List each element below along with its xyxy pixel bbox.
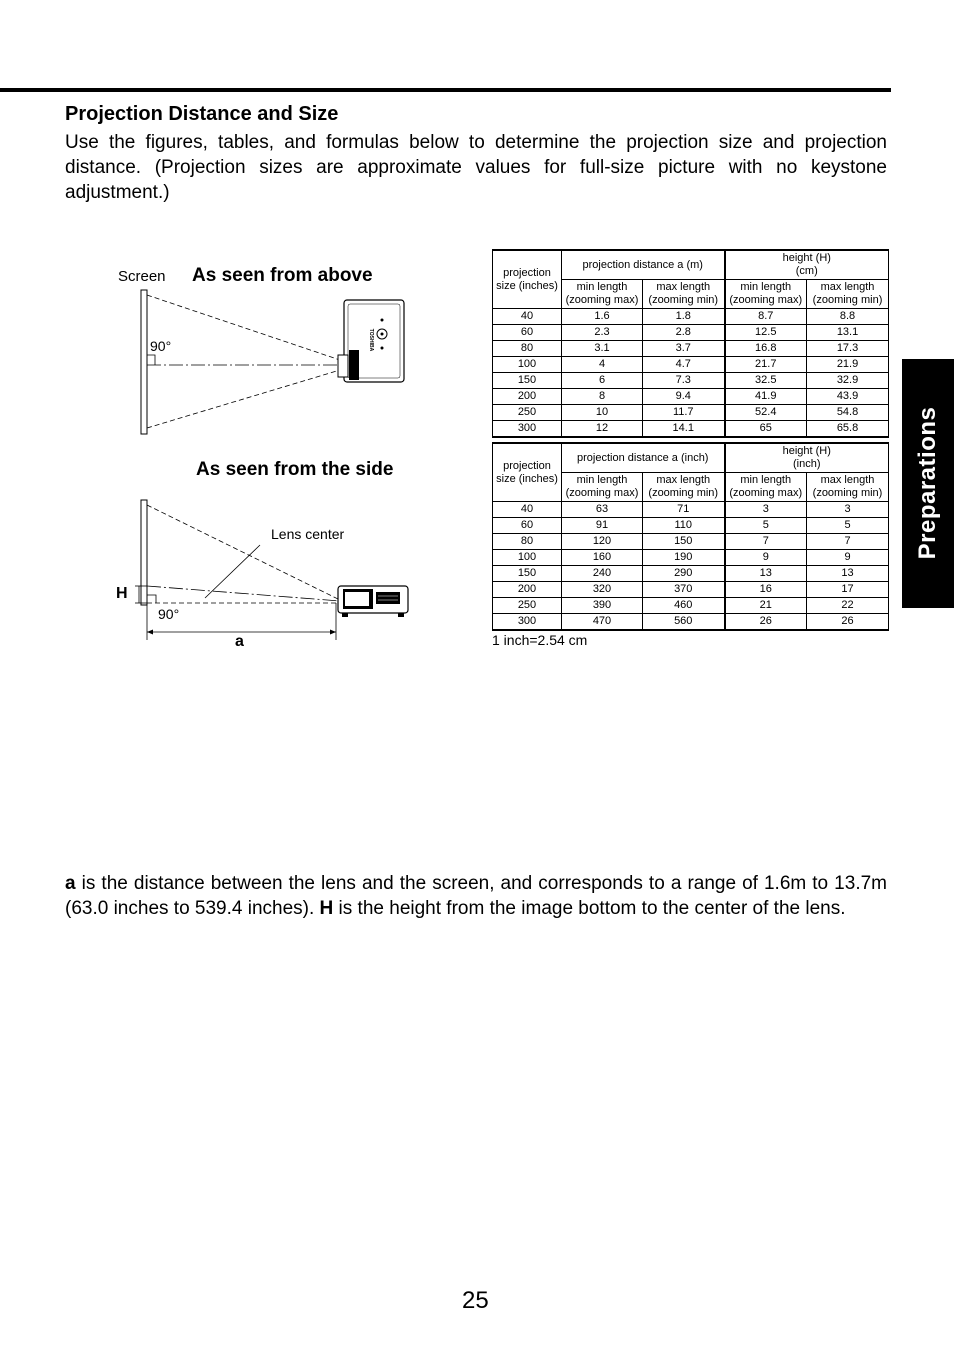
table-cell: 2.8 — [643, 325, 725, 341]
table-cell: 200 — [493, 389, 562, 405]
table-cell: 250 — [493, 598, 562, 614]
term-h: H — [319, 898, 334, 919]
projection-table-metric — [492, 249, 889, 438]
table-row — [493, 373, 889, 389]
table-cell: 63 — [562, 502, 643, 518]
table-row — [493, 325, 889, 341]
top-view-title: As seen from above — [192, 265, 373, 286]
table-cell: 22 — [807, 598, 889, 614]
table-cell: 16.8 — [725, 341, 807, 357]
subheader: min length (zooming max) — [725, 473, 807, 502]
table-cell: 300 — [493, 614, 562, 631]
table-cell: 6 — [562, 373, 643, 389]
table-cell: 9.4 — [643, 389, 725, 405]
table-cell: 16 — [725, 582, 807, 598]
table-row — [493, 534, 889, 550]
table-cell: 390 — [562, 598, 643, 614]
table-row — [493, 582, 889, 598]
table-cell: 43.9 — [807, 389, 889, 405]
table-cell: 160 — [562, 550, 643, 566]
projector-brand: TOSHIBA — [368, 328, 374, 352]
table-cell: 14.1 — [643, 421, 725, 438]
table-row — [493, 421, 889, 438]
table-body — [493, 502, 889, 631]
table-cell: 26 — [725, 614, 807, 631]
table-cell: 17 — [807, 582, 889, 598]
table-cell: 13 — [725, 566, 807, 582]
side-tab-label: Preparations — [914, 406, 941, 560]
table-cell: 4.7 — [643, 357, 725, 373]
table-cell: 7 — [725, 534, 807, 550]
table-cell: 12 — [562, 421, 643, 438]
table-cell: 12.5 — [725, 325, 807, 341]
table-cell: 3.7 — [643, 341, 725, 357]
table-cell: 190 — [643, 550, 725, 566]
beam-upper-side — [147, 505, 340, 600]
subheader: max length (zooming min) — [807, 280, 889, 309]
subheader: max length (zooming min) — [643, 473, 725, 502]
table-cell: 13 — [807, 566, 889, 582]
table-cell: 300 — [493, 421, 562, 438]
table-cell: 65.8 — [807, 421, 889, 438]
table-row — [493, 502, 889, 518]
table-cell: 4 — [562, 357, 643, 373]
table-cell: 250 — [493, 405, 562, 421]
table-cell: 460 — [643, 598, 725, 614]
table-cell: 80 — [493, 341, 562, 357]
table-cell: 120 — [562, 534, 643, 550]
table-cell: 290 — [643, 566, 725, 582]
screen-label: Screen — [118, 268, 166, 285]
table-cell: 5 — [807, 518, 889, 534]
right-angle-side — [147, 595, 156, 603]
table-cell: 40 — [493, 309, 562, 325]
subheader: max length (zooming min) — [643, 280, 725, 309]
table-cell: 3.1 — [562, 341, 643, 357]
table-cell: 8.7 — [725, 309, 807, 325]
table-cell: 26 — [807, 614, 889, 631]
header-distance: projection distance a (inch) — [562, 443, 725, 473]
section-title: Projection Distance and Size — [65, 103, 339, 125]
page-number: 25 — [462, 1287, 489, 1314]
subheader: min length (zooming max) — [562, 473, 643, 502]
table-cell: 150 — [493, 373, 562, 389]
table-cell: 3 — [725, 502, 807, 518]
table-cell: 41.9 — [725, 389, 807, 405]
table-cell: 52.4 — [725, 405, 807, 421]
intro-paragraph: Use the figures, tables, and formulas below to determine the projection size and projection distance. (Projection sizes are approximate values for full-size picture with no keystone adjustment.) — [65, 132, 887, 203]
projector-top-icon — [338, 300, 404, 382]
table-cell: 7 — [807, 534, 889, 550]
beam-lower-top — [147, 370, 340, 428]
subheader: max length (zooming min) — [807, 473, 889, 502]
table-cell: 150 — [493, 566, 562, 582]
table-cell: 100 — [493, 357, 562, 373]
table-cell: 32.5 — [725, 373, 807, 389]
table-cell: 470 — [562, 614, 643, 631]
table-cell: 21 — [725, 598, 807, 614]
body-part-2: is the height from the image bottom to the center of the lens. — [333, 898, 846, 919]
body-part-1: is the distance between the lens and the screen, and corresponds to a range of 1.6m to 13.7m (63.0 inches to 539.4 inches). — [65, 873, 887, 919]
table-cell: 560 — [643, 614, 725, 631]
body-paragraph — [65, 871, 887, 921]
table-cell: 54.8 — [807, 405, 889, 421]
table-cell: 200 — [493, 582, 562, 598]
table-row — [493, 341, 889, 357]
projection-table-inch — [492, 442, 889, 631]
unit-note: 1 inch=2.54 cm — [492, 632, 588, 648]
table-cell: 80 — [493, 534, 562, 550]
table-cell: 110 — [643, 518, 725, 534]
lens-center-label: Lens center — [271, 526, 345, 542]
table-cell: 3 — [807, 502, 889, 518]
table-cell: 5 — [725, 518, 807, 534]
table-cell: 21.9 — [807, 357, 889, 373]
screen-top — [141, 290, 147, 434]
table-cell: 60 — [493, 518, 562, 534]
table-cell: 17.3 — [807, 341, 889, 357]
table-cell: 150 — [643, 534, 725, 550]
header-distance: projection distance a (m) — [562, 250, 725, 280]
table-row — [493, 614, 889, 631]
table-cell: 9 — [807, 550, 889, 566]
side-view-title: As seen from the side — [196, 459, 394, 480]
table-cell: 240 — [562, 566, 643, 582]
header-size: projection size (inches) — [493, 250, 562, 309]
lens-axis-side — [147, 586, 340, 601]
lens-center-leader — [205, 545, 260, 598]
top-view — [141, 290, 404, 434]
a-label: a — [235, 633, 244, 650]
table-cell: 1.8 — [643, 309, 725, 325]
table-cell: 8 — [562, 389, 643, 405]
table-cell: 320 — [562, 582, 643, 598]
table-cell: 10 — [562, 405, 643, 421]
subheader: min length (zooming max) — [725, 280, 807, 309]
angle-label-side: 90° — [158, 606, 180, 622]
table-row — [493, 309, 889, 325]
table-cell: 7.3 — [643, 373, 725, 389]
right-angle-top — [147, 355, 155, 365]
table-row — [493, 405, 889, 421]
screen-side — [141, 500, 147, 605]
table-cell: 100 — [493, 550, 562, 566]
table-cell: 370 — [643, 582, 725, 598]
table-cell: 2.3 — [562, 325, 643, 341]
table-cell: 32.9 — [807, 373, 889, 389]
table-cell: 91 — [562, 518, 643, 534]
table-cell: 1.6 — [562, 309, 643, 325]
projector-side-icon — [338, 586, 408, 617]
table-cell: 8.8 — [807, 309, 889, 325]
table-cell: 9 — [725, 550, 807, 566]
table-row — [493, 598, 889, 614]
header-height: height (H) (inch) — [725, 443, 889, 473]
table-row — [493, 357, 889, 373]
header-height: height (H) (cm) — [725, 250, 889, 280]
table-cell: 40 — [493, 502, 562, 518]
table-cell: 65 — [725, 421, 807, 438]
table-row — [493, 389, 889, 405]
beam-upper-top — [147, 295, 340, 360]
table-cell: 60 — [493, 325, 562, 341]
table-body — [493, 309, 889, 438]
table-row — [493, 518, 889, 534]
subheader: min length (zooming max) — [562, 280, 643, 309]
h-label: H — [116, 585, 128, 602]
table-cell: 71 — [643, 502, 725, 518]
table-row — [493, 566, 889, 582]
term-a: a — [65, 873, 76, 894]
table-row — [493, 550, 889, 566]
table-cell: 21.7 — [725, 357, 807, 373]
header-size: projection size (inches) — [493, 443, 562, 502]
table-cell: 13.1 — [807, 325, 889, 341]
table-cell: 11.7 — [643, 405, 725, 421]
angle-label-top: 90° — [150, 338, 172, 354]
